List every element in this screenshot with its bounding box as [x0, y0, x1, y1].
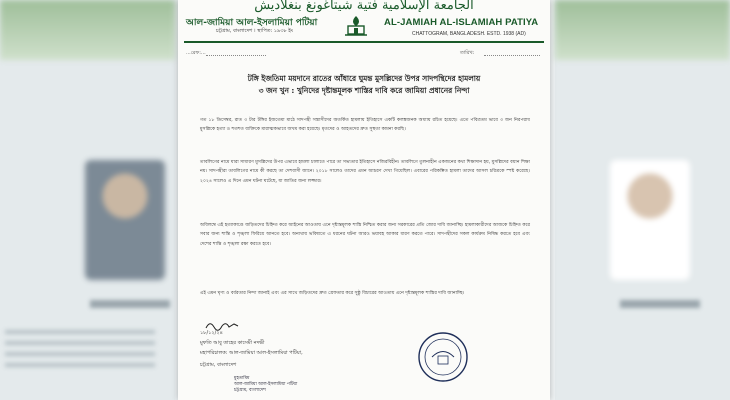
stamp-place: চট্টগ্রাম, বাংলাদেশ — [234, 388, 266, 393]
background-text-lines — [5, 330, 155, 370]
date-label: তারিখ: — [460, 50, 475, 56]
reference-dotted-line — [206, 55, 266, 56]
body-paragraph: এই এমন ঘৃণ্য ও বর্বরতার নিন্দা জানাই এবং এর সাথে জড়িতদের দ্রুত গ্রেফতার করে সুষ্ঠু বিচারের আওতায় এনে দৃষ্টান্তমূলক শাস্তির দাবি জানাচ্ছি। — [200, 291, 465, 296]
letterhead-name-bengali: আল-জামিয়া আল-ইসলামিয়া পটিয়া — [186, 18, 318, 28]
date-dotted-line — [484, 55, 540, 56]
headline-line-2: ৩ জন খুন : খুনিদের দৃষ্টান্তমূলক শাস্তির দাবি করে জামিয়া প্রধানের নিন্দা — [258, 86, 470, 95]
stamp-title: মুহতামিম — [234, 376, 250, 381]
signature-date: ১৮/১২/২৪ — [200, 330, 223, 336]
background-caption-left — [90, 300, 170, 308]
reference-label: ...রেফ:... — [186, 50, 206, 56]
letterhead-address-bengali: চট্টগ্রাম, বাংলাদেশ । স্থাপিত: ১৯৩৮ ইং — [216, 28, 294, 34]
body-paragraph: গত ১৮ ডিসেম্বর, রাত ৩ টার টঙ্গির ইজতেমা মাঠে সাদপন্থী সন্ত্রাসীদের অতর্কিত হামলায় ইতিহাসে একটি কলঙ্কজনক অধ্যায় রচিত হয়েছে। এতে পবিত্রতম ভাবে ৩ জন নিরপরাধ মুসল্লিকে হত্যা ও শতশত ব্যক্তিকে মারাত্মকভাবে জখম করা হয়েছে। মৃতদের ও আহতদের দ্রুত সুস্থতা কামনা করছি। — [200, 118, 530, 133]
letterhead-arabic-title: الجامعة الإسلامية فتية شيتاغونغ بنغلاديش — [254, 0, 474, 13]
stamp-institution: আল-জামিয়া আল-ইসলামিয়া পটিয়া — [234, 382, 298, 387]
headline-line-1: টঙ্গি ইজতিমা ময়দানে রাতের আঁধারে ঘুমন্ত মুসল্লিদের উপর সাদপন্থিদের হামলায় — [247, 74, 481, 83]
signatory-title: মহাপরিচালক: আল-জামিয়া আল-ইসলামিয়া পটিয়া, — [200, 350, 303, 356]
letterhead-divider — [184, 41, 544, 43]
signatory-place: চট্টগ্রাম, বাংলাদেশ — [200, 362, 237, 368]
press-release-document — [178, 0, 550, 400]
body-paragraph: তাবলিগের নামে যারা সাধারণ মুসল্লিদের উপর এভাবে হামলা চালাতে পারে তা সভ্যতার ইতিহাসে নজিরবিহীন। তাবলিগে তুলনাহীন একজনের কথা শিক্ষাদান হয়, মুসল্লিদের বয়ান শিক্ষা নয়। সাদপন্থীরা তাবলিগের নামে কী করছে তা দেশবাসী জানে। ২০১৮ সালেও তাদের এমন আচরণ দেখা গিয়েছিল। এবারের পরিকল্পিত হামলা তাদের আসল চরিত্রকে স্পষ্ট করেছে। ২০২৪ সালেও এ দিনে এমন ঘটনা ঘটেছে, যা জাতির জন্য লজ্জার। — [200, 160, 530, 184]
official-stamp — [234, 376, 314, 400]
background-green-banner-right — [555, 0, 730, 60]
background-portrait-left — [85, 160, 165, 280]
round-seal-stamp-icon — [416, 330, 470, 384]
background-portrait-right — [610, 160, 690, 280]
background-green-banner-left — [0, 0, 175, 60]
letterhead-name-english: AL-JAMIAH AL-ISLAMIAH PATIYA — [384, 17, 539, 28]
institution-logo-icon — [342, 14, 370, 38]
body-paragraph: অবিলম্বে এই হত্যাকাণ্ডে জড়িতদের চিহ্নিত করে আইনের আওতায় এনে দৃষ্টান্তমূলক শাস্তি নিশ্চিত করার জন্য সরকারের প্রতি জোর দাবি জানাচ্ছি। হামলাকারীদের আজকে চিহ্নিত করে সবার জন্য শান্তি ও শৃঙ্খলা ফিরিয়ে আনতে হবে। অন্যথায় ভবিষ্যতে এ ধরনের ঘটনা আরও ভয়াবহ আকার ধারণ করতে পারে। সাদপন্থীদের সকল কার্যক্রম নিষিদ্ধ করতে হবে এবং দেশের শান্তি ও শৃঙ্খলা রক্ষা করতে হবে। — [200, 223, 530, 247]
signatory-name: মুফতি আবু তাহের কাসেমী নদভী — [200, 340, 265, 346]
letterhead-address-english: CHATTOGRAM, BANGLADESH. ESTD. 1938 (AD) — [412, 31, 526, 37]
background-caption-right — [620, 300, 700, 308]
